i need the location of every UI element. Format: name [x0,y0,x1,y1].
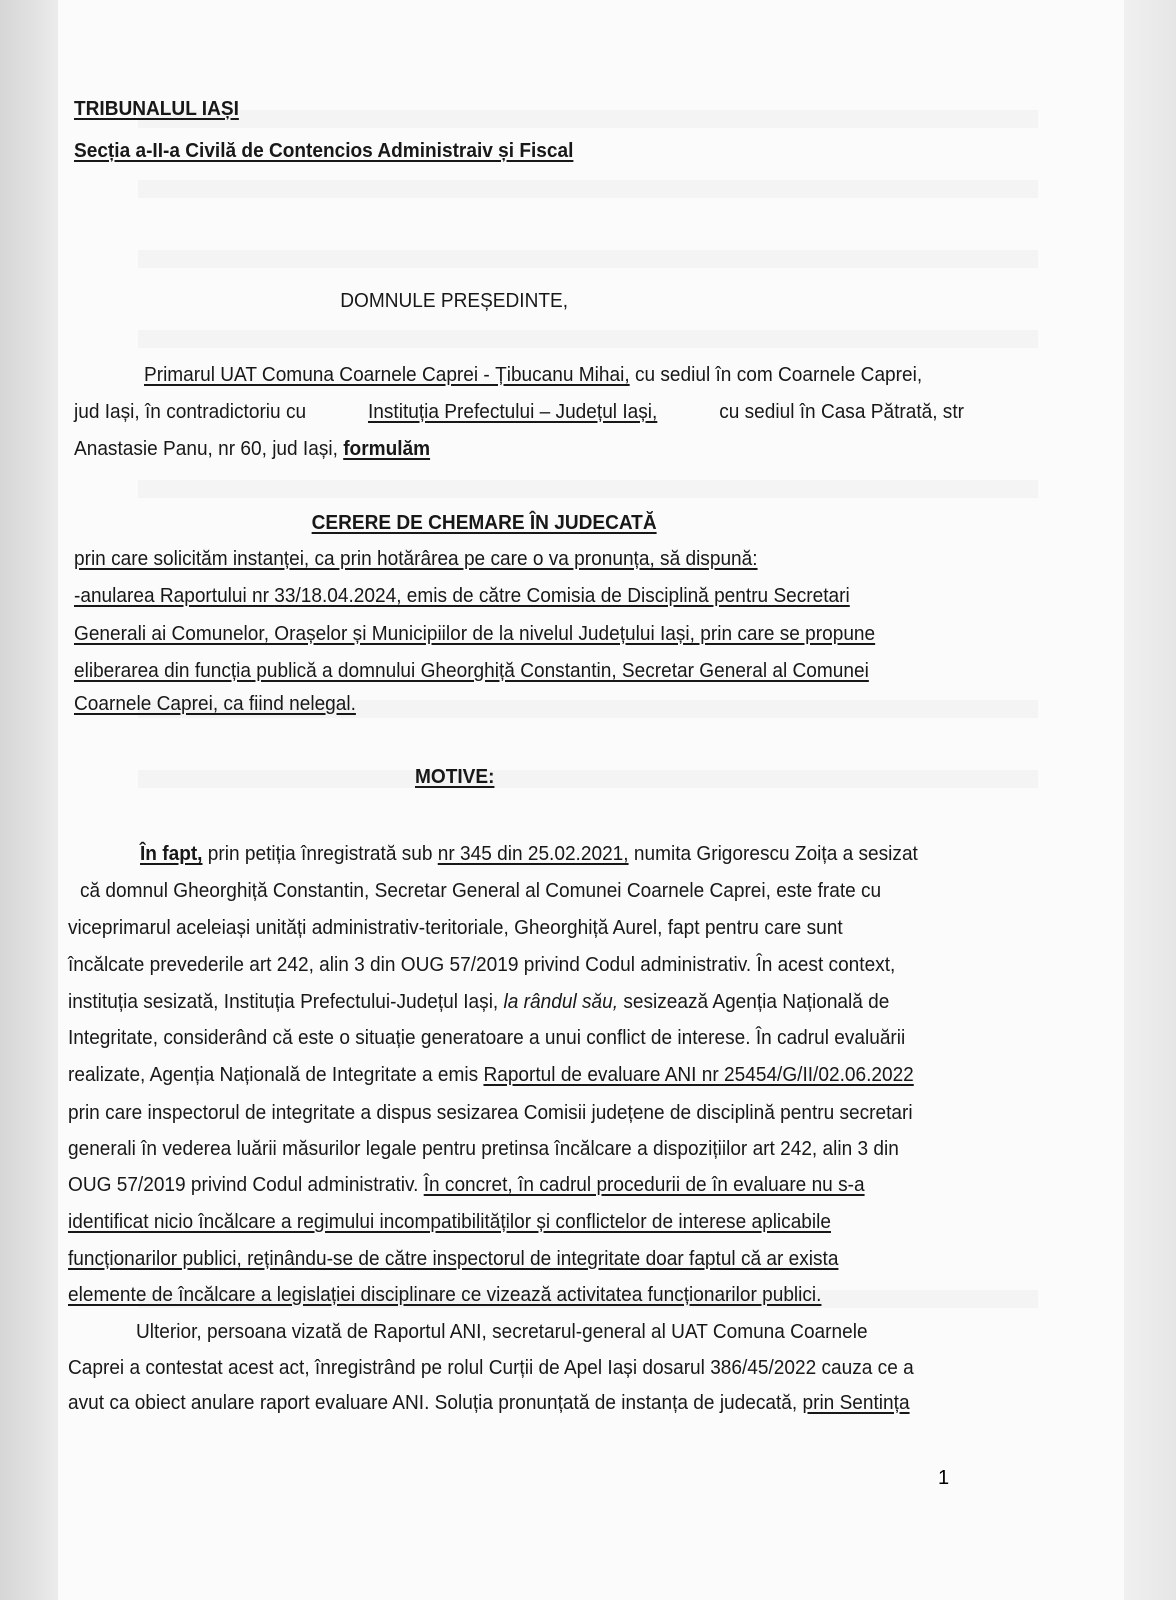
in-fapt: În fapt, [140,842,203,865]
motives-p1-line: viceprimarul aceleiași unități administrativ-teritoriale, Gheorghiță Aurel, fapt pentru care sunt [68,916,843,939]
motives-p1-line: că domnul Gheorghiță Constantin, Secretar General al Comunei Coarnele Caprei, este frate cu [80,879,882,902]
bleed-through [138,180,1038,198]
sentinta-link: prin Sentința [802,1391,910,1414]
formulam: formulăm [343,437,431,460]
motives-p1-line: încălcate prevederile art 242, alin 3 din OUG 57/2019 privind Codul administrativ. În acest context, [68,953,896,976]
claim-line: -anularea Raportului nr 33/18.04.2024, emis de către Comisia de Disciplină pentru Secretari [74,584,850,607]
motives-p1-line: prin care inspectorul de integritate a dispus sesizarea Comisii județene de disciplină pentru secretari [68,1101,913,1124]
motives-p1-line: funcționarilor publici, reținându-se de către inspectorul de integritate doar faptul că ar exista [68,1247,839,1270]
motives-text: realizate, Agenția Națională de Integritate a emis [68,1063,479,1086]
motives-p1-line [140,842,918,866]
motives-p1-line [68,1063,914,1087]
motives-text: prin petiția înregistrată sub [207,842,433,865]
intro-text: cu sediul în com Coarnele Caprei, [634,363,923,386]
bleed-through [138,110,1038,128]
claim-title: CERERE DE CHEMARE ÎN JUDECATĂ [311,511,657,534]
scan-left-shadow [0,0,58,1600]
intro-text: Anastasie Panu, nr 60, jud Iași, [74,437,338,460]
motives-text: OUG 57/2019 privind Codul administrativ. [68,1173,419,1196]
intro-line-1 [144,363,922,387]
ani-report: Raportul de evaluare ANI nr 25454/G/II/02.06.2022 [483,1063,914,1086]
motives-p1-line: Integritate, considerând că este o situație generatoare a unui conflict de interese. În cadrul evaluării [68,1026,906,1049]
motives-underlined: În concret, în cadrul procedurii de în evaluare nu s-a [423,1173,865,1196]
motives-p1-line [68,990,889,1014]
court-name: TRIBUNALUL IAȘI [74,97,239,120]
petition-number: nr 345 din 25.02.2021, [437,842,629,865]
motives-p1-line: identificat nicio încălcare a regimului incompatibilităților și conflictelor de interese aplicabile [68,1210,831,1233]
salutation: DOMNULE PREȘEDINTE, [340,289,569,312]
scan-right-shadow [1124,0,1176,1600]
motives-text: avut ca obiect anulare raport evaluare ANI. Soluția pronunțată de instanța de judecată, [68,1391,798,1414]
claim-line: prin care solicităm instanței, ca prin hotărârea pe care o va pronunța, să dispună: [74,547,758,570]
bleed-through [138,770,1038,788]
motives-p1-line [68,1173,865,1197]
claim-line: Coarnele Caprei, ca fiind nelegal. [74,692,356,715]
claim-line: eliberarea din funcția publică a domnului Gheorghiță Constantin, Secretar General al Comunei [74,659,869,682]
intro-text: cu sediul în Casa Pătrată, str [719,400,964,423]
defendant: Instituția Prefectului – Județul Iași, [367,400,658,423]
page-number: 1 [938,1467,950,1489]
bleed-through [138,480,1038,498]
motives-text: numita Grigorescu Zoița a sesizat [633,842,918,865]
motives-p2-line [68,1391,910,1415]
intro-line-3 [74,437,430,461]
motives-italic: la rândul său, [503,990,619,1013]
motives-p1-line: elemente de încălcare a legislației disciplinare ce vizează activitatea funcționarilor publici. [68,1283,822,1306]
intro-text: jud Iași, în contradictoriu cu [74,400,307,423]
court-section: Secția a-II-a Civilă de Contencios Administraiv și Fiscal [74,139,574,162]
intro-line-2 [74,400,964,424]
motives-p2-line: Ulterior, persoana vizată de Raportul ANI, secretarul-general al UAT Comuna Coarnele [136,1320,868,1343]
bleed-through [138,330,1038,348]
motives-title: MOTIVE: [415,765,495,788]
motives-text: instituția sesizată, Instituția Prefectului-Județul Iași, [68,990,499,1013]
plaintiff: Primarul UAT Comuna Coarnele Caprei - Țibucanu Mihai, [144,363,630,386]
claim-line: Generali ai Comunelor, Orașelor și Municipiilor de la nivelul Județului Iași, prin care se propune [74,622,876,645]
motives-p1-line: generali în vederea luării măsurilor legale pentru pretinsa încălcare a dispozițiilor art 242, alin 3 din [68,1137,899,1160]
motives-text: sesizează Agenția Națională de [623,990,890,1013]
motives-p2-line: Caprei a contestat acest act, înregistrând pe rolul Curții de Apel Iași dosarul 386/45/2022 cauza ce a [68,1356,914,1379]
bleed-through [138,250,1038,268]
